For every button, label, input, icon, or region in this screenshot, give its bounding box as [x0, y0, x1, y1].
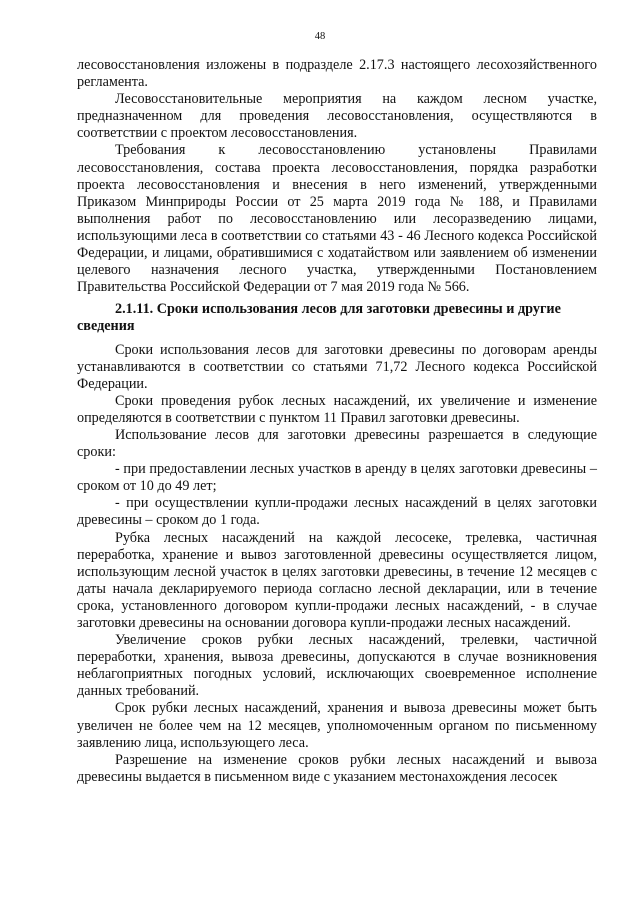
paragraph-allowed-terms: Использование лесов для заготовки древесины разрешается в следующие сроки:: [77, 426, 597, 461]
paragraph-felling-skidding: Рубка лесных насаждений на каждой лесосеке, трелевка, частичная переработка, хранение и вывоз заготовленной древесины осуществляется лицом, использующим лесной участок в целях заготовки древесины, в течение 12 месяцев с даты начала декларируемого периода согласно лесной декларации, или в течение срока, установленного договором купли-продажи лесных насаждений, - в случае заготовки древесины на основании договора купли-продажи лесных насаждений.: [77, 529, 597, 631]
paragraph-requirements: Требования к лесовосстановлению установлены Правилами лесовосстановления, состава проекта лесовосстановления, порядка разработки проекта лесовосстановления и внесения в него изменений, утвержденными Приказом Минприроды России от 25 марта 2019 года № 188, и Правилами выполнения работ по лесовосстановлению или лесоразведению лицами, использующими леса в соответствии со статьями 43 - 46 Лесного кодекса Российской Федерации, и лицами, обратившимися с ходатайством или заявлением об изменении целевого назначения лесного участка, утвержденными Постановлением Правительства Российской Федерации от 7 мая 2019 года № 566.: [77, 142, 597, 296]
paragraph-lease-terms: Сроки использования лесов для заготовки древесины по договорам аренды устанавливаются в соответствии со статьями 71,72 Лесного кодекса Российской Федерации.: [77, 341, 597, 392]
paragraph-permission: Разрешение на изменение сроков рубки лесных насаждений и вывоза древесины выдается в письменном виде с указанием местонахождения лесосек: [77, 751, 597, 785]
paragraph-reforestation-measures: Лесовосстановительные мероприятия на каждом лесном участке, предназначенном для проведения лесовосстановления, осуществляются в соответствии с проектом лесовосстановления.: [77, 91, 597, 142]
paragraph-extension-limit: Срок рубки лесных насаждений, хранения и вывоза древесины может быть увеличен не более чем на 12 месяцев, уполномоченным органом по письменному заявлению лица, использующего леса.: [77, 700, 597, 751]
document-body: [77, 57, 597, 786]
paragraph-continuation: лесовосстановления изложены в подразделе 2.17.3 настоящего лесохозяйственного регламента.: [77, 57, 597, 91]
list-item-sale: - при осуществлении купли-продажи лесных насаждений в целях заготовки древесины – сроком до 1 года.: [77, 495, 597, 529]
page-number: 48: [314, 31, 326, 42]
list-item-lease: - при предоставлении лесных участков в аренду в целях заготовки древесины – сроком от 10 до 49 лет;: [77, 461, 597, 495]
paragraph-felling-terms: Сроки проведения рубок лесных насаждений, их увеличение и изменение определяются в соответствии с пунктом 11 Правил заготовки древесины.: [77, 392, 597, 426]
section-heading: 2.1.11. Сроки использования лесов для заготовки древесины и другие сведения: [77, 301, 561, 335]
paragraph-extension: Увеличение сроков рубки лесных насаждений, трелевки, частичной переработки, хранения, вывоза древесины, допускаются в случае возникновения неблагоприятных погодных условий, исключающих своевременное исполнение данных требований.: [77, 632, 597, 700]
